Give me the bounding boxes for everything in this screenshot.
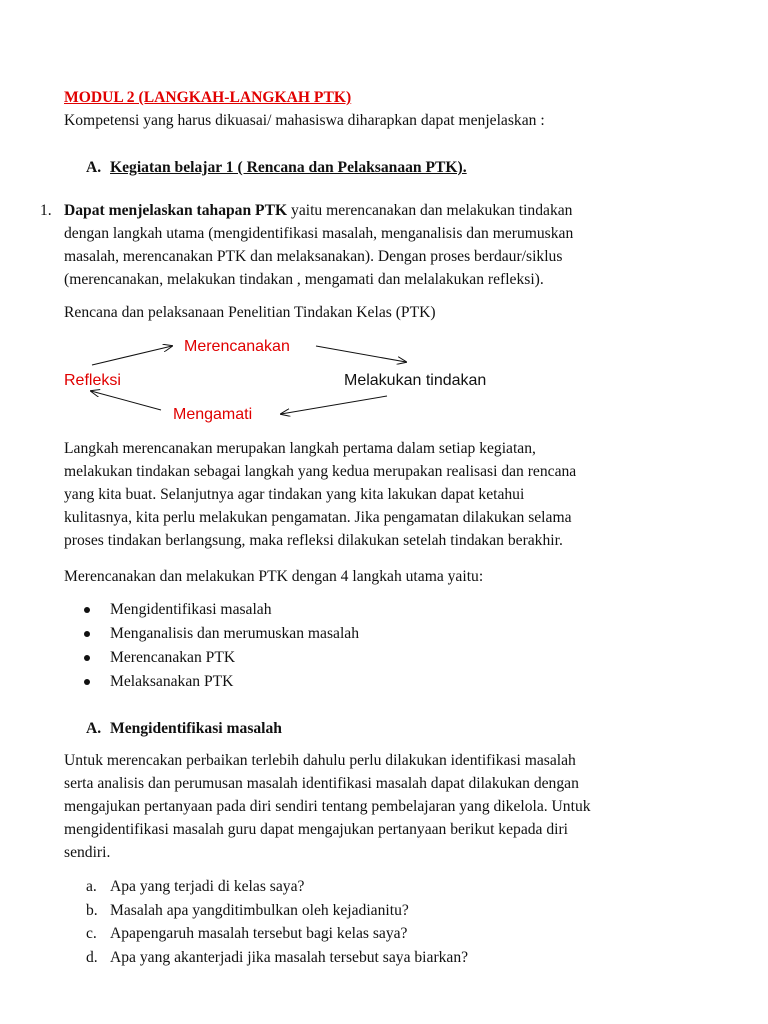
- item-1-line-3: masalah, merencanakan PTK dan melaksanakan). Dengan proses berdaur/siklus: [64, 248, 563, 265]
- paragraph-4-line: Untuk merencakan perbaikan terlebih dahulu perlu dilakukan identifikasi masalah: [64, 752, 576, 769]
- paragraph-4: [64, 749, 704, 864]
- question-text: Apa yang terjadi di kelas saya?: [110, 878, 305, 895]
- bullet-text: Merencanakan PTK: [110, 649, 236, 666]
- paragraph-4-line: mengajukan pertanyaan pada diri sendiri tentang pembelajaran yang dikelola. Untuk: [64, 798, 591, 815]
- item-1-bold: Dapat menjelaskan tahapan PTK: [64, 202, 288, 219]
- list-item: [86, 899, 468, 923]
- question-letter: d.: [86, 948, 98, 966]
- rencana-caption: Rencana dan pelaksanaan Penelitian Tindakan Kelas (PTK): [64, 304, 436, 321]
- question-letter: c.: [86, 925, 97, 942]
- arrow-refleksi-to-merencanakan: [92, 346, 172, 365]
- paragraph-3: Merencanakan dan melakukan PTK dengan 4 langkah utama yaitu:: [64, 568, 484, 585]
- list-item: [84, 646, 359, 670]
- intro-text: Kompetensi yang harus dikuasai/ mahasiswa diharapkan dapat menjelaskan :: [64, 112, 545, 129]
- paragraph-2-line: yang kita buat. Selanjutnya agar tindakan yang kita lakukan dapat ketahui: [64, 486, 525, 503]
- arrow-merencanakan-to-melakukan: [316, 346, 406, 362]
- bullet-icon: [84, 607, 90, 613]
- cycle-mengamati: Mengamati: [173, 406, 253, 423]
- paragraph-4-line: serta analisis dan perumusan masalah identifikasi masalah dapat dilakukan dengan: [64, 775, 579, 792]
- section-a2-label: A.: [86, 720, 102, 737]
- question-text: Apa yang akanterjadi jika masalah tersebut saya biarkan?: [110, 948, 469, 966]
- bullet-text: Menganalisis dan merumuskan masalah: [110, 625, 360, 642]
- section-a2-title: Mengidentifikasi masalah: [110, 720, 282, 737]
- section-a-label: A.: [86, 159, 102, 176]
- bullet-icon: [84, 631, 90, 637]
- paragraph-2: [64, 437, 684, 552]
- cycle-merencanakan: Merencanakan: [184, 338, 290, 355]
- item-1-line-4: (merencanakan, melakukan tindakan , mengamati dan melalakukan refleksi).: [64, 271, 544, 288]
- list-item: [84, 622, 359, 646]
- list-item: [84, 598, 359, 622]
- arrow-melakukan-to-mengamati: [281, 396, 387, 414]
- paragraph-2-line: proses tindakan berlangsung, maka refleksi dilakukan setelah tindakan berakhir.: [64, 532, 563, 549]
- steps-bullet-list: [84, 598, 359, 694]
- paragraph-2-line: melakukan tindakan sebagai langkah yang kedua merupakan realisasi dan rencana: [64, 463, 577, 480]
- question-letter: a.: [86, 878, 97, 895]
- question-text: Apapengaruh masalah tersebut bagi kelas saya?: [110, 925, 408, 942]
- question-letter: b.: [86, 901, 98, 919]
- arrow-mengamati-to-refleksi: [91, 391, 161, 410]
- question-text: Masalah apa yangditimbulkan oleh kejadianitu?: [110, 901, 409, 919]
- bullet-icon: [84, 679, 90, 685]
- paragraph-4-line: sendiri.: [64, 844, 111, 861]
- list-item: [86, 922, 468, 946]
- list-item: [86, 875, 468, 899]
- item-1-line-1-rest: yaitu merencanakan dan melakukan tindakan: [287, 202, 573, 219]
- bullet-text: Melaksanakan PTK: [110, 673, 234, 690]
- list-item: [84, 670, 359, 694]
- item-number: 1.: [40, 202, 52, 219]
- paragraph-4-line: mengidentifikasi masalah guru dapat mengajukan pertanyaan berikut kepada diri: [64, 821, 569, 838]
- questions-list: [86, 875, 468, 969]
- paragraph-2-line: Langkah merencanakan merupakan langkah pertama dalam setiap kegiatan,: [64, 440, 536, 457]
- cycle-melakukan-tindakan: Melakukan tindakan: [344, 372, 487, 389]
- bullet-icon: [84, 655, 90, 661]
- bullet-text: Mengidentifikasi masalah: [110, 601, 272, 618]
- section-a2-heading: [86, 717, 282, 740]
- list-item: [86, 946, 468, 970]
- paragraph-2-line: kulitasnya, kita perlu melakukan pengamatan. Jika pengamatan dilakukan selama: [64, 509, 572, 526]
- section-a-title: Kegiatan belajar 1 ( Rencana dan Pelaksanaan PTK).: [110, 159, 467, 176]
- cycle-refleksi: Refleksi: [64, 372, 121, 389]
- module-title: MODUL 2 (LANGKAH-LANGKAH PTK): [64, 89, 352, 106]
- item-1-line-2: dengan langkah utama (mengidentifikasi masalah, menganalisis dan merumuskan: [64, 225, 574, 242]
